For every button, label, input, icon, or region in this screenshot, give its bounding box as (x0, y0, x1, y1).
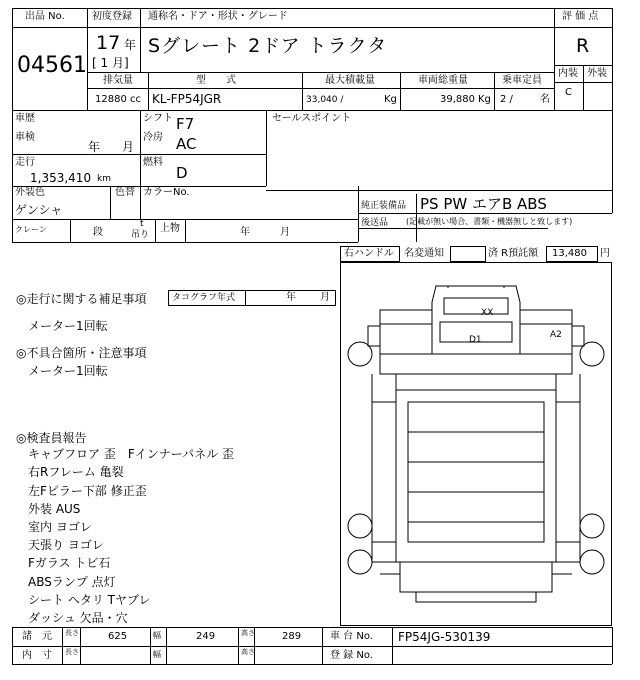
tachograph-month: 月 (320, 292, 330, 303)
interior-grade: C (565, 87, 572, 98)
crane-label: クレーン (15, 225, 47, 234)
damage-mark-d1: D1 (469, 335, 482, 345)
color-change-label: 色替 (115, 187, 135, 198)
length-label: 長さ (65, 629, 79, 637)
tachograph-label: タコグラフ年式 (172, 293, 236, 303)
first-registration-label: 初度登録 (92, 11, 132, 22)
standard-equipment-label: 純正装備品 (361, 201, 407, 211)
color-code-label: カラーNo. (143, 187, 190, 198)
list-item: 左Fピラー下部 修正歪 (28, 484, 147, 498)
fuel-value: D (176, 164, 188, 182)
year-char: 年 (124, 38, 137, 52)
capacity-unit: 名 (540, 94, 550, 105)
vehicle-damage-diagram (340, 262, 612, 626)
capacity-label: 乗車定員 (502, 75, 542, 86)
name-change-box (450, 246, 486, 262)
crane-month: 月 (280, 227, 290, 238)
list-item: キャブフロア 歪 Fインナーパネル 歪 (28, 447, 234, 461)
standard-equipment: PS PW エアB ABS (420, 195, 547, 213)
inspector-report-title: ◎検査員報告 (16, 431, 87, 445)
list-item: 天張り ヨゴレ (28, 538, 104, 552)
car-name-label: 通称名・ドア・形状・グレード (148, 11, 288, 22)
first-registration-year: 17 (96, 32, 121, 54)
displacement: 12880 (95, 94, 127, 105)
mileage-value: 1,353,410 (30, 171, 92, 185)
interior-width-label: 幅 (153, 650, 161, 659)
aftermarket-note: (記載が無い場合、書類・機器無しと致します) (406, 217, 573, 226)
interior-height-label: 高さ (241, 648, 255, 656)
defect-remarks-title: ◎不具合箇所・注意事項 (16, 346, 147, 360)
model-label: 型 式 (196, 75, 236, 86)
max-load-unit: Kg (384, 94, 397, 105)
shift-value: F7 (176, 115, 195, 133)
driving-remarks-title: ◎走行に関する補足事項 (16, 292, 147, 306)
inspection-label: 車検 (15, 132, 35, 143)
tachograph-year: 年 (286, 292, 296, 303)
gvw-unit: Kg (478, 94, 491, 105)
width-label: 幅 (153, 631, 161, 640)
list-item: 外装 AUS (28, 502, 81, 516)
defect-note: メーター1回転 (28, 364, 108, 378)
lot-label: 出品 No. (25, 11, 65, 22)
recycle-unit: 円 (600, 248, 610, 259)
width-value: 249 (196, 631, 216, 642)
interior-length-label: 長さ (65, 648, 79, 656)
recycle-label: 済 R預託額 (488, 248, 539, 259)
height-value: 289 (282, 631, 302, 642)
length-value: 625 (108, 631, 128, 642)
crane-top-label: 上物 (160, 223, 180, 234)
list-item: 右Rフレーム 亀裂 (28, 465, 124, 479)
ac-label: 冷房 (143, 132, 163, 143)
aftermarket-label: 後送品 (361, 218, 389, 228)
damage-mark-xx: XX (481, 308, 494, 318)
rating-label: 評 価 点 (562, 11, 599, 22)
mileage-unit: km (97, 174, 111, 184)
interior-grade-label: 内装 (558, 68, 578, 79)
registration-label: 登 録 No. (330, 650, 373, 661)
list-item: シート ヘタリ Tヤブレ (28, 593, 151, 607)
specs-label: 諸 元 (22, 631, 52, 642)
list-item: ABSランプ 点灯 (28, 575, 116, 589)
ac-value: AC (176, 135, 197, 153)
list-item: 室内 ヨゴレ (28, 520, 92, 534)
rating-value: R (576, 35, 590, 57)
model-code: KL-FP54JGR (152, 92, 222, 106)
car-name: Sグレート 2ドア トラクタ (148, 35, 388, 57)
exterior-color-label: 外装色 (15, 187, 45, 198)
mileage-label: 走行 (15, 157, 35, 168)
chassis-number: FP54JG-530139 (398, 630, 491, 644)
max-load-label: 最大積載量 (325, 75, 375, 86)
exterior-grade-label: 外装 (587, 68, 607, 79)
recycle-amount: 13,480 (552, 248, 587, 259)
gvw-label: 車両総重量 (418, 75, 468, 86)
first-registration-month: [ 1 月] (92, 56, 129, 70)
chassis-label: 車 台 No. (330, 631, 373, 642)
handle-value: 右ハンドル (344, 248, 394, 259)
max-load: 33,040 / (306, 95, 344, 105)
fuel-label: 燃料 (143, 157, 163, 168)
lot-number: 04561 (17, 53, 87, 78)
capacity-value: 2 / (500, 94, 513, 105)
crane-hang: 吊り (131, 230, 150, 240)
sales-point-label: セールスポイント (272, 113, 352, 124)
driving-note: メーター1回転 (28, 319, 108, 333)
height-label: 高さ (241, 629, 255, 637)
interior-dimensions-label: 内 寸 (22, 650, 52, 661)
inspection-year: 年 (88, 140, 101, 154)
crane-ton: t (140, 219, 144, 229)
displacement-unit: cc (130, 94, 141, 105)
name-change-label: 名変通知 (404, 248, 444, 259)
history-label: 車歴 (15, 113, 35, 124)
damage-mark-a2: A2 (550, 330, 562, 340)
crane-year: 年 (240, 227, 250, 238)
list-item: ダッシュ 欠品・穴 (28, 611, 128, 625)
displacement-label: 排気量 (103, 75, 133, 86)
gvw-value: 39,880 (440, 94, 475, 105)
crane-stage: 段 (93, 227, 103, 238)
list-item: Fガラス トビ石 (28, 556, 111, 570)
exterior-color: ゲンシャ (15, 203, 63, 217)
inspection-month: 月 (122, 140, 135, 154)
shift-label: シフト (143, 113, 173, 124)
